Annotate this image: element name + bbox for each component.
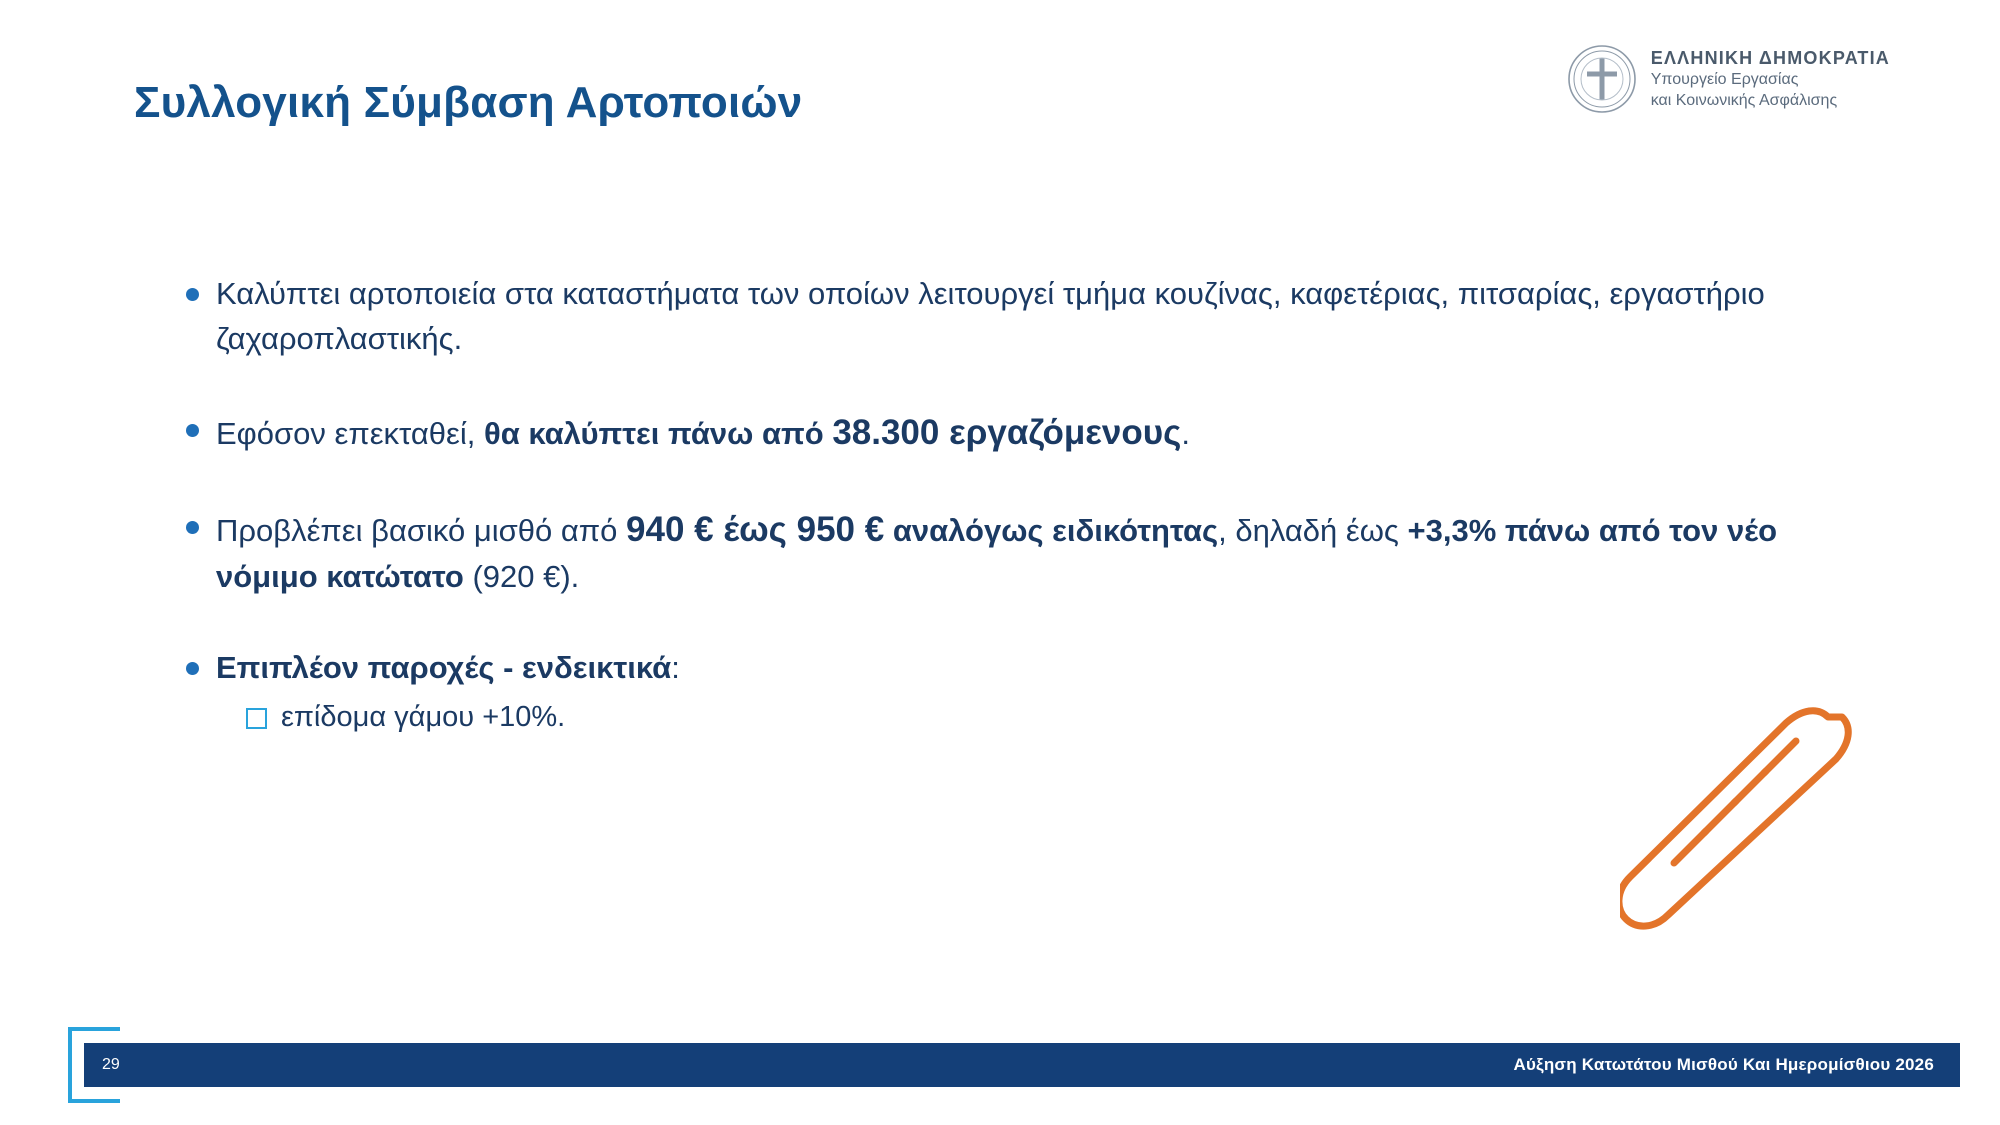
baguette-bread-icon	[1620, 705, 1860, 935]
bullet-text-coverage: Καλύπτει αρτοποιεία στα καταστήματα των οποίων λειτουργεί τμήμα κουζίνας, καφετέριας, πιτσαρίας, εργαστήριο ζαχαροπλαστικής.	[216, 276, 1765, 356]
emblem-text	[1651, 47, 1890, 111]
greek-republic-seal-icon	[1567, 44, 1637, 114]
bullet-dot-icon	[186, 424, 199, 437]
ministry-emblem	[1567, 44, 1890, 114]
checkbox-square-icon	[246, 708, 267, 729]
page-number: 29	[102, 1056, 120, 1073]
bullet-dot-icon	[186, 288, 199, 301]
bullet-text-extras: Επιπλέον παροχές - ενδεικτικά:	[216, 650, 680, 686]
bullet-text-employees: Εφόσον επεκταθεί, θα καλύπτει πάνω από 38.300 εργαζόμενους.	[216, 412, 1190, 452]
page-title: Συλλογική Σύμβαση Αρτοποιών	[134, 78, 803, 127]
emblem-line-2: Υπουργείο Εργασίας	[1650, 71, 1799, 89]
list-item	[186, 272, 1806, 362]
list-item	[186, 505, 1806, 601]
bullet-dot-icon	[186, 521, 199, 534]
list-item	[186, 646, 1806, 691]
footer	[84, 1043, 1960, 1087]
slide-content	[186, 272, 1806, 738]
emblem-line-3: και Κοινωνικής Ασφάλισης	[1650, 91, 1838, 109]
list-item	[186, 408, 1806, 459]
bullet-dot-icon	[186, 662, 199, 675]
sub-bullet-marriage-allowance: επίδομα γάμου +10%.	[281, 701, 566, 734]
emblem-line-1: ΕΛΛΗΝΙΚΗ ΔΗΜΟΚΡΑΤΙΑ	[1650, 48, 1890, 69]
bullet-text-salary: Προβλέπει βασικό μισθό από 940 € έως 950 € αναλόγως ειδικότητας, δηλαδή έως +3,3% πάνω από τον νέο νόμιμο κατώτατο (920 €).	[216, 509, 1778, 595]
list-item	[246, 697, 1806, 738]
footer-title: Αύξηση Κατωτάτου Μισθού Και Ημερομίσθιου 2026	[1513, 1055, 1934, 1074]
